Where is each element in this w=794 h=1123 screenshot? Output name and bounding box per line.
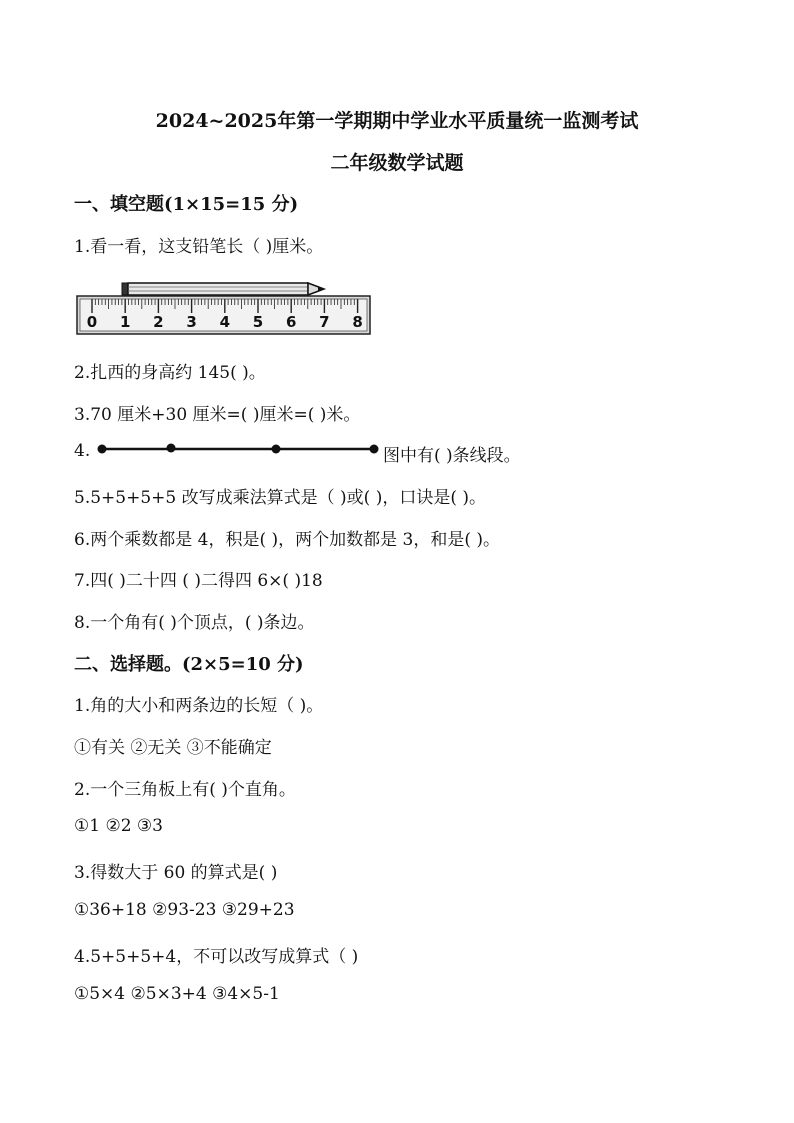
- choice-question-2-options: ①1 ②2 ③3: [74, 816, 163, 836]
- fill-question-7: 7.四( )二十四 ( )二得四 6×( )18: [74, 571, 323, 591]
- fill-question-4-text: 图中有( )条线段。: [383, 446, 521, 466]
- fill-question-3: 3.70 厘米+30 厘米=( )厘米=( )米。: [74, 405, 361, 425]
- ruler-label: 6: [285, 313, 297, 331]
- section2-heading: 二、选择题。(2×5=10 分): [74, 654, 304, 675]
- ruler-labels: [87, 313, 363, 331]
- segment-point: [370, 445, 379, 454]
- exam-subtitle: 二年级数学试题: [330, 152, 464, 174]
- ruler-label: 8: [352, 313, 363, 331]
- ruler-label: 5: [252, 313, 264, 331]
- fill-question-6: 6.两个乘数都是 4，积是( )，两个加数都是 3，和是( )。: [74, 530, 500, 550]
- line-segment-figure: [94, 440, 384, 460]
- choice-question-2: 2.一个三角板上有( )个直角。: [74, 780, 296, 800]
- fill-question-2: 2.扎西的身高约 145( )。: [74, 363, 266, 383]
- fill-question-5: 5.5+5+5+5 改写成乘法算式是（ )或( )，口诀是( )。: [74, 488, 486, 508]
- ruler-label: 2: [153, 313, 164, 331]
- fill-question-1: 1.看一看，这支铅笔长（ )厘米。: [74, 237, 324, 257]
- choice-question-1: 1.角的大小和两条边的长短（ )。: [74, 696, 324, 716]
- ruler: [77, 296, 370, 334]
- ruler-label: 4: [219, 313, 231, 331]
- ruler-label: 7: [319, 313, 330, 331]
- ruler-label: 1: [119, 313, 131, 331]
- choice-question-3: 3.得数大于 60 的算式是( ): [74, 863, 278, 883]
- choice-question-4-options: ①5×4 ②5×3+4 ③4×5-1: [74, 984, 280, 1004]
- ruler-label: 3: [186, 313, 197, 331]
- fill-question-4-number: 4.: [74, 441, 91, 461]
- choice-question-4: 4.5+5+5+4，不可以改写成算式（ ): [74, 947, 359, 967]
- choice-question-3-options: ①36+18 ②93-23 ③29+23: [74, 900, 295, 920]
- pencil-icon: [122, 283, 324, 295]
- segment-point: [98, 445, 107, 454]
- choice-question-1-options: ①有关 ②无关 ③不能确定: [74, 738, 272, 758]
- segment-point: [167, 444, 176, 453]
- ruler-pencil-figure: [74, 274, 374, 338]
- fill-question-8: 8.一个角有( )个顶点，( )条边。: [74, 613, 315, 633]
- segment-point: [272, 445, 281, 454]
- exam-title: 2024~2025年第一学期期中学业水平质量统一监测考试: [155, 110, 639, 132]
- ruler-label: 0: [86, 313, 98, 331]
- section1-heading: 一、填空题(1×15=15 分): [74, 194, 299, 215]
